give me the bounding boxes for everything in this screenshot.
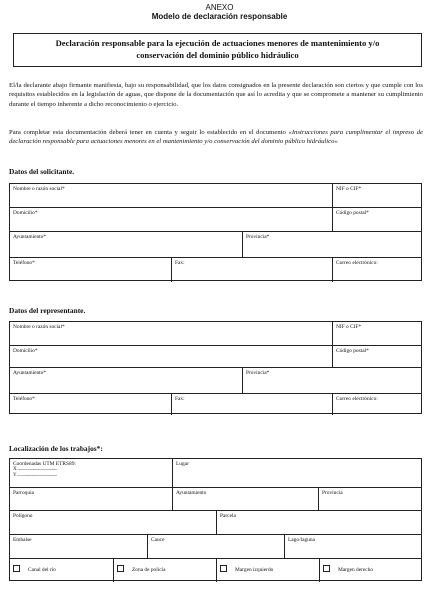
applicant-phone-field[interactable]: Teléfono* [13,260,35,266]
parish-field[interactable]: Parroquia [13,490,34,496]
representative-postal-field[interactable]: Código postal* [332,346,423,367]
utm-coordinates-label: Coordenadas UTM ETRS89: [13,461,76,467]
representative-email-field[interactable]: Correo electrónico: [332,394,423,415]
representative-table [9,321,422,414]
location-heading: Localización de los trabajos*: [9,444,103,453]
river-channel-option[interactable] [10,559,113,582]
representative-name-field[interactable]: Nombre o razón social* [13,324,65,330]
instructions-paragraph [9,128,423,147]
applicant-email-field[interactable]: Correo electrónico: [332,258,423,282]
applicant-address-field[interactable]: Domicilio* [13,210,38,216]
coordinate-x-field[interactable]: X .......................................... [13,467,58,472]
left-bank-checkbox[interactable] [220,565,227,572]
declaration-paragraph: El/la declarante abajo firmante manifiesta, bajo su responsabilidad, que los datos consignados en la presente declaración son ciertos y que cumple con los requisitos establecidos en la legislación de aguas, que dispone de la documentación que así lo acredita y que se compromete a mantener su cumplimiento durante el tiempo inherente a dicho reconocimiento o ejercicio. [9,82,423,108]
right-bank-option[interactable] [319,559,423,582]
polygon-field[interactable]: Polígono [13,513,33,519]
location-council-field[interactable]: Ayuntamiento [172,488,318,510]
location-province-field[interactable]: Provincia [318,488,423,510]
applicant-postal-field[interactable]: Código postal* [332,208,423,231]
annex-label: ANEXO [205,3,234,12]
right-bank-checkbox[interactable] [323,565,330,572]
police-zone-option[interactable] [113,559,216,582]
coordinate-y-field[interactable]: Y .......................................... [13,473,57,478]
applicant-province-field[interactable]: Provincia* [242,232,423,257]
representative-heading: Datos del representante. [9,306,86,315]
representative-phone-field[interactable]: Teléfono* [13,396,35,402]
representative-nif-field[interactable]: NIF o CIF* [332,322,423,345]
channel-field[interactable]: Cauce [147,535,284,558]
right-bank-label: Margen derecho [338,567,374,573]
river-channel-label: Canal del río [28,567,56,573]
parcel-field[interactable]: Parcela [216,511,423,534]
police-zone-label: Zona de policía [132,567,166,573]
location-table [9,458,422,581]
river-channel-checkbox[interactable] [13,565,20,572]
document-title-line-1: Declaración responsable para la ejecución de actuaciones menores de mantenimiento y/o [55,38,380,48]
police-zone-checkbox[interactable] [117,565,124,572]
reservoir-field[interactable]: Embalse [13,537,32,543]
representative-fax-field[interactable]: Fax: [171,394,332,415]
left-bank-option[interactable] [216,559,319,582]
lake-field[interactable]: Lago/laguna [284,535,423,558]
document-title-line-2: conservación del dominio público hidráulico [136,50,299,60]
left-bank-label: Margen izquierdo [235,567,274,573]
applicant-nif-field[interactable]: NIF o CIF* [332,184,423,207]
utm-coordinates-field[interactable] [10,459,172,487]
place-field[interactable]: Lugar [172,459,423,487]
model-title: Modelo de declaración responsable [151,12,288,21]
instructions-document-name: «Instrucciones para cumplimentar el impreso de declaración responsable para actuaciones menores en el mantenimiento y/o conservación del dominio público hidráulico» [9,129,424,146]
applicant-council-field[interactable]: Ayuntamiento* [13,234,47,240]
applicant-table [9,183,422,281]
representative-council-field[interactable]: Ayuntamiento* [13,370,47,376]
applicant-heading: Datos del solicitante. [9,167,75,176]
instructions-prefix: Para completar esta documentación deberá tener en cuenta y seguir lo establecido en el documento [9,129,286,136]
representative-address-field[interactable]: Domicilio* [13,348,38,354]
document-title-box [13,33,422,67]
applicant-name-field[interactable]: Nombre o razón social* [13,186,65,192]
applicant-fax-field[interactable]: Fax: [171,258,332,282]
representative-province-field[interactable]: Provincia* [242,368,423,393]
